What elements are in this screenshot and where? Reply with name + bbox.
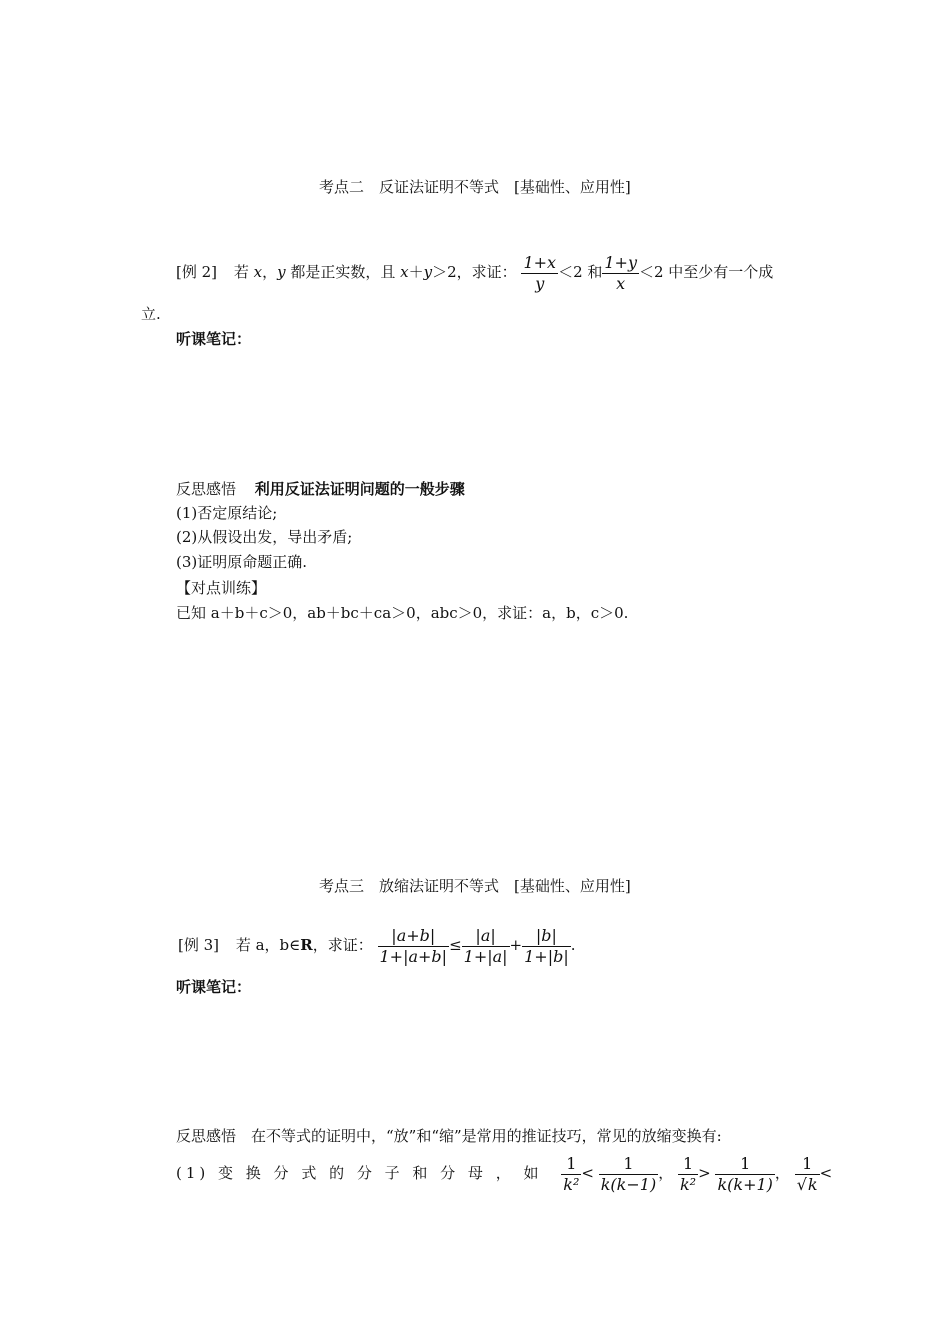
fraction-k3-denominator: k² [679, 1174, 697, 1194]
sqrt-sign: √ [796, 1174, 807, 1194]
lt-end: < [819, 1164, 833, 1182]
fraction-k4 [715, 1154, 774, 1195]
section3-heading: 考点三 放缩法证明不等式 [基础性、应用性] [319, 877, 631, 895]
fraction-k1 [561, 1154, 581, 1195]
plus-sign: ＋ [408, 263, 424, 281]
fraction-k3-numerator: 1 [678, 1154, 698, 1175]
example2-tail: 立. [141, 305, 161, 323]
fraction-2 [602, 253, 639, 294]
section2-heading: 考点二 反证法证明不等式 [基础性、应用性] [319, 178, 631, 196]
notes-label-3: 听课笔记： [176, 978, 252, 996]
step-3: (3)证明原命题正确. [176, 553, 308, 571]
example2-label: [例 2] [176, 263, 218, 281]
fraction-k2-numerator: 1 [599, 1154, 658, 1175]
prove-text: ，求证： [312, 936, 373, 954]
comma: ， [262, 263, 278, 281]
separator-2: ， [774, 1164, 790, 1182]
var-y: y [277, 263, 286, 281]
lt-two-tail: ＜2 中至少有一个成 [639, 263, 774, 281]
example3-label: [例 3] [178, 936, 220, 954]
step-2: (2)从假设出发，导出矛盾; [176, 528, 353, 546]
fraction-k5 [795, 1154, 820, 1195]
fraction-k2 [599, 1154, 658, 1195]
reflection-2 [176, 478, 465, 499]
fraction-k2-denominator: k(k−1) [600, 1174, 657, 1194]
fraction-ab-denominator: 1+|a+b| [379, 946, 448, 966]
fraction-k5-denominator [795, 1175, 820, 1195]
example3-intro: 若 a，b∈ [235, 936, 301, 954]
gt-sign: > [698, 1164, 711, 1182]
fraction-2-denominator: x [616, 273, 626, 293]
lt-two-and: ＜2 和 [558, 263, 603, 281]
real-set: R [300, 936, 313, 954]
fraction-1-denominator: y [535, 273, 545, 293]
fraction-k5-numerator: 1 [795, 1154, 820, 1175]
item-1-line [176, 1148, 832, 1198]
practice-label: 【对点训练】 [176, 579, 267, 597]
fraction-k4-numerator: 1 [715, 1154, 774, 1175]
fraction-k4-denominator: k(k+1) [717, 1174, 773, 1194]
item-1-text: (1) 变 换 分 式 的 分 子 和 分 母 ， 如 [176, 1164, 543, 1182]
separator: ， [658, 1164, 674, 1182]
leq-sign: ≤ [449, 936, 462, 954]
fraction-k1-denominator: k² [563, 1174, 580, 1194]
fraction-2-numerator: 1+y [604, 252, 637, 272]
fraction-a [462, 926, 510, 967]
fraction-1-numerator: 1+x [523, 252, 557, 272]
text-all-positive: 都是正实数，且 [290, 263, 396, 281]
period: . [570, 936, 576, 954]
fraction-b [522, 926, 571, 967]
practice-text: 已知 a＋b＋c＞0，ab＋bc＋ca＞0，abc＞0，求证：a，b，c＞0. [176, 604, 629, 622]
cond-y: y [423, 263, 433, 281]
cond-x: x [400, 263, 409, 281]
fraction-1 [521, 253, 558, 294]
example3-line [178, 918, 576, 972]
sqrt-var: k [807, 1174, 818, 1194]
reflect-title: 利用反证法证明问题的一般步骤 [254, 480, 465, 498]
gt-two: ＞2，求证： [432, 263, 517, 281]
notes-label-2: 听课笔记： [176, 330, 252, 348]
fraction-b-numerator: |b| [522, 926, 571, 947]
fraction-k3 [678, 1154, 698, 1195]
fraction-a-denominator: 1+|a| [463, 946, 508, 966]
fraction-k1-numerator: 1 [561, 1154, 581, 1175]
reflect-label: 反思感悟 [176, 480, 237, 498]
example2-line [176, 248, 773, 296]
reflection-3: 反思感悟 在不等式的证明中，“放”和“缩”是常用的推证技巧，常见的放缩变换有: [176, 1127, 722, 1145]
fraction-ab [378, 926, 450, 967]
var-x: x [253, 263, 263, 281]
step-1: (1)否定原结论; [176, 504, 278, 522]
fraction-ab-numerator: |a+b| [378, 926, 450, 947]
plus-sign-3: + [509, 936, 523, 954]
example2-intro: 若 [233, 263, 249, 281]
fraction-a-numerator: |a| [462, 926, 510, 947]
lt-sign: < [581, 1164, 594, 1182]
fraction-b-denominator: 1+|b| [524, 946, 569, 966]
